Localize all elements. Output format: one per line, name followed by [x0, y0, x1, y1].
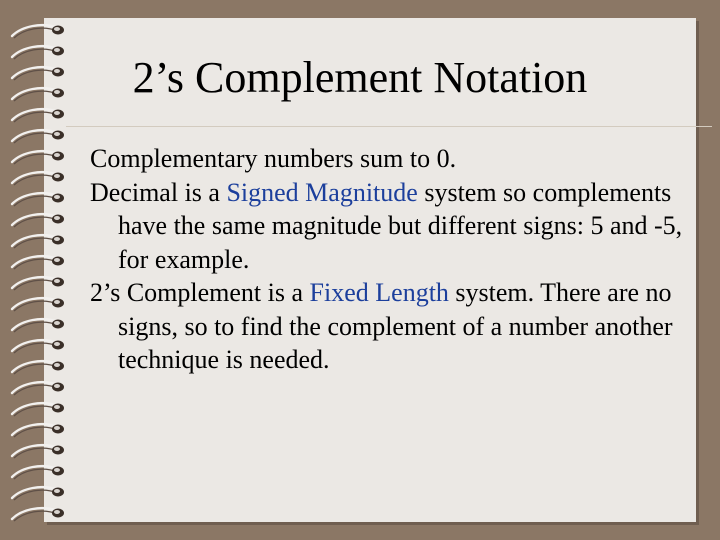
spiral-ring	[12, 277, 64, 290]
spiral-ring	[12, 25, 64, 38]
spiral-ring	[12, 361, 64, 374]
spiral-ring	[12, 508, 64, 521]
spiral-ring	[12, 424, 64, 437]
spiral-ring	[12, 382, 64, 395]
slide-body	[90, 142, 700, 377]
spiral-ring	[12, 151, 64, 164]
spiral-ring	[12, 109, 64, 122]
spiral-ring	[12, 298, 64, 311]
bullet-decimal-text-2: system so complements have the same magnitude but different signs: 5 and -5, for example.	[118, 177, 683, 274]
spiral-ring	[12, 340, 64, 353]
bullet-decimal-text-1: Decimal is a	[90, 177, 227, 207]
spiral-ring	[12, 319, 64, 332]
spiral-ring	[12, 235, 64, 248]
bullet-twos-complement	[90, 276, 700, 377]
spiral-ring	[12, 403, 64, 416]
spiral-ring	[12, 214, 64, 227]
fixed-length-highlight: Fixed Length	[309, 278, 449, 307]
bullet-complementary	[90, 142, 700, 176]
title-divider	[66, 126, 712, 127]
spiral-ring	[12, 172, 64, 185]
signed-magnitude-highlight: Signed Magnitude	[226, 177, 418, 207]
bullet-twos-text-2: system. There are no signs, so to find the complement of a number another technique is needed.	[118, 278, 673, 374]
spiral-ring	[12, 256, 64, 269]
spiral-ring	[12, 466, 64, 479]
slide-title: 2’s Complement Notation	[132, 53, 588, 102]
spiral-ring	[12, 130, 64, 143]
spiral-ring	[12, 487, 64, 500]
bullet-complementary-text: Complementary numbers sum to 0.	[90, 144, 457, 173]
spiral-ring	[12, 445, 64, 458]
spiral-ring	[12, 193, 64, 206]
bullet-decimal	[90, 176, 700, 277]
bullet-twos-text-1: 2’s Complement is a	[90, 278, 310, 307]
